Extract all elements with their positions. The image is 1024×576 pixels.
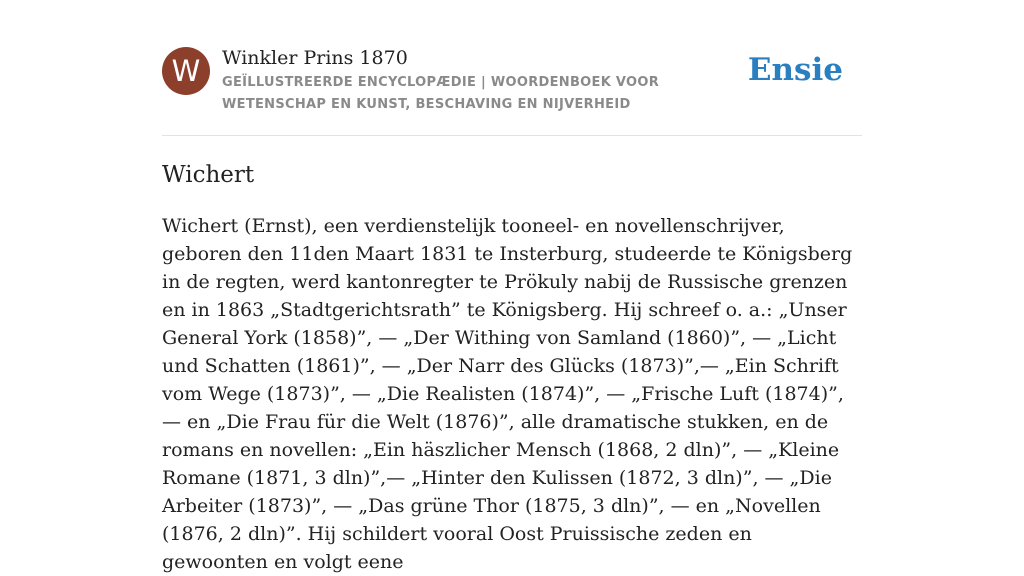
divider xyxy=(162,135,862,136)
source-title[interactable]: Winkler Prins 1870 xyxy=(222,47,408,69)
brand-logo[interactable]: Ensie xyxy=(747,52,843,88)
source-avatar[interactable]: W xyxy=(162,47,210,95)
entry-title: Wichert xyxy=(162,162,255,188)
entry-body: Wichert (Ernst), een verdienstelijk tooneel- en novellenschrijver, geboren den 11den Maart 1831 te Insterburg, studeerde te Königsberg in de regten, werd kantonregter te Prökuly nabij de Russische grenzen en in 1863 „Stadtgerichtsrath” te Königsberg. Hij schreef o. a.: „Unser General York (1858)”, — „Der Withing von Samland (1860)”, — „Licht und Schatten (1861)”, — „Der Narr des Glücks (1873)”,— „Ein Schrift vom Wege (1873)”, — „Die Realisten (1874)”, — „Frische Luft (1874)”, — en „Die Frau für die Welt (1876)”, alle dramatische stukken, en de romans en novellen: „Ein häszlicher Mensch (1868, 2 dln)”, — „Kleine Romane (1871, 3 dln)”,— „Hinter den Kulissen (1872, 3 dln)”, — „Die Arbeiter (1873)”, — „Das grüne Thor (1875, 3 dln)”, — en „Novellen (1876, 2 dln)”. Hij schildert vooral Oost Pruissische zeden en gewoonten en volgt eene xyxy=(162,215,853,573)
source-subtitle: GEÏLLUSTREERDE ENCYCLOPÆDIE | WOORDENBOEK VOOR WETENSCHAP EN KUNST, BESCHAVING EN NIJVERHEID xyxy=(222,75,660,112)
source-header xyxy=(162,46,862,116)
